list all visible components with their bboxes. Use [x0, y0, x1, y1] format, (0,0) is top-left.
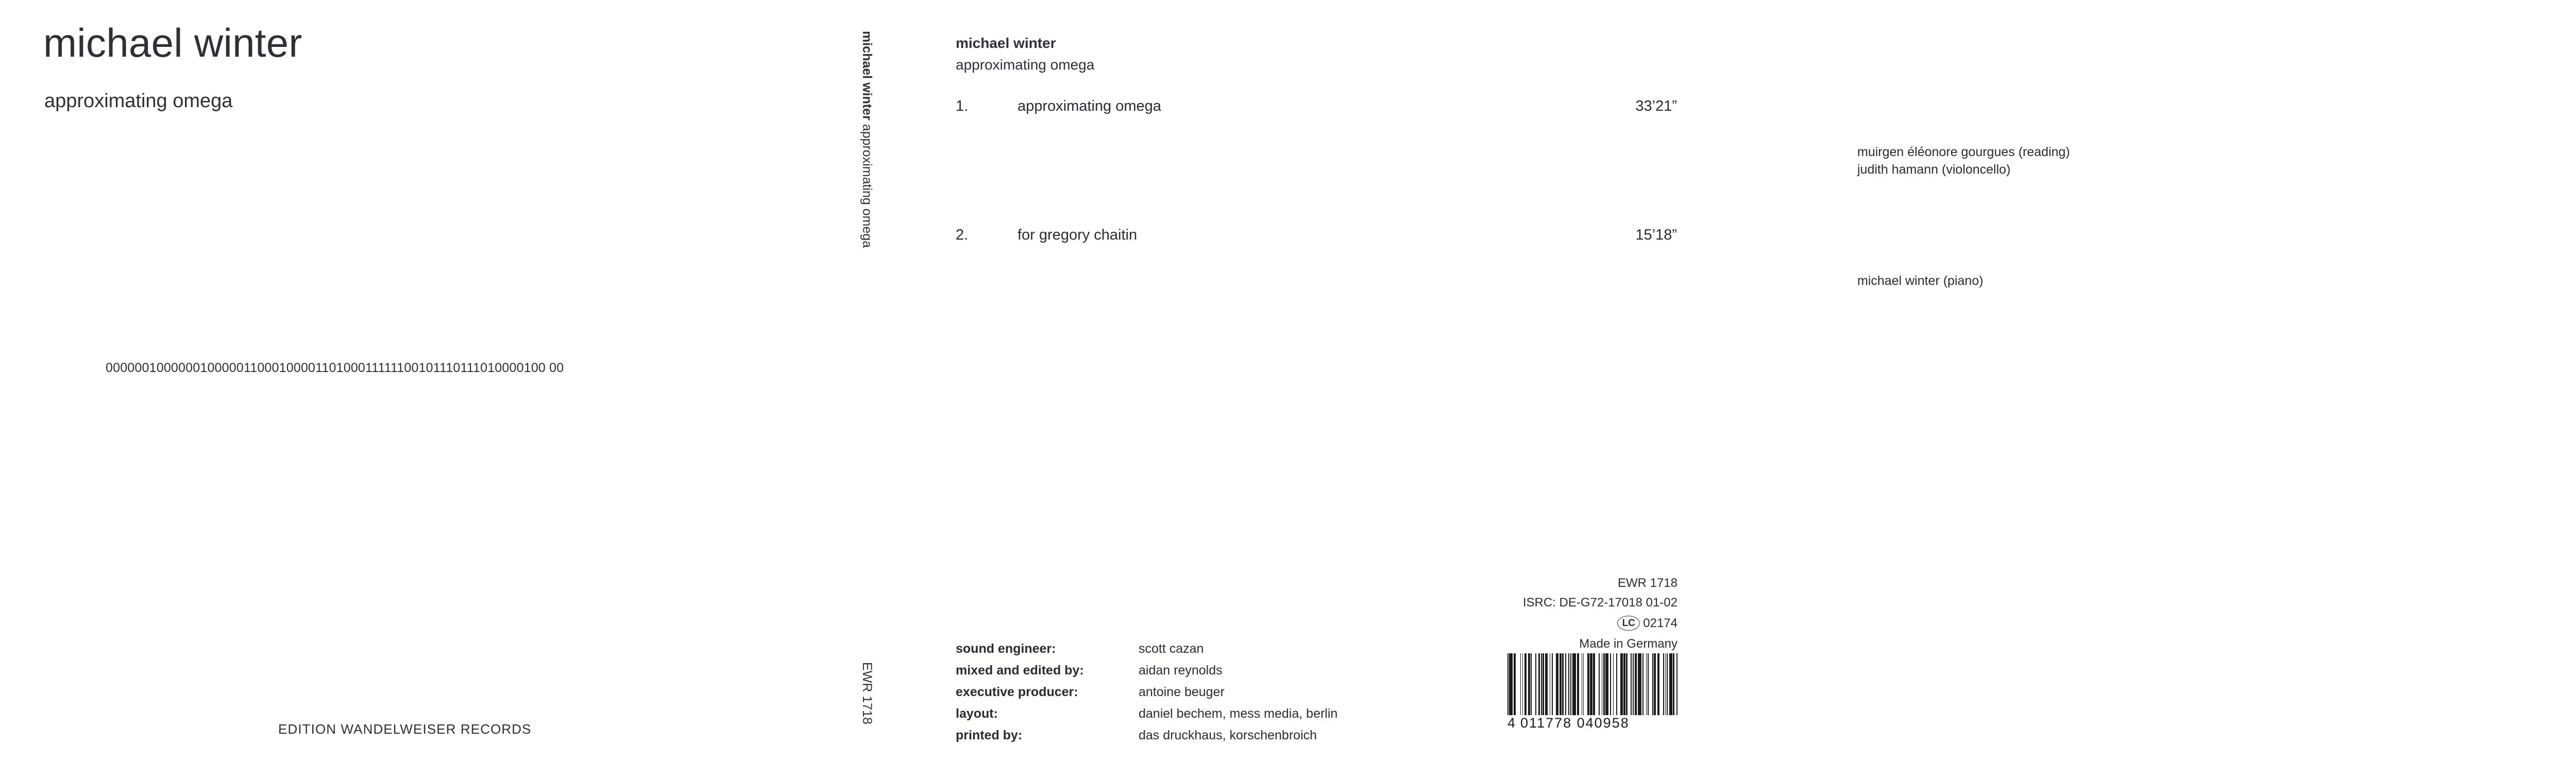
credit-label: layout:: [956, 706, 998, 721]
barcode: [1507, 653, 1677, 731]
track-duration: 15’18”: [1635, 227, 1677, 243]
front-cover-album-title: approximating omega: [44, 90, 233, 112]
barcode-digits: [1507, 715, 1677, 731]
front-cover-artist: michael winter: [43, 20, 302, 65]
track-title: for gregory chaitin: [1018, 227, 1138, 243]
spine-artist-album: [859, 31, 874, 248]
barcode-lead-digit: 4: [1507, 715, 1517, 731]
back-cover-panel: [902, 0, 2070, 777]
credit-value: das druckhaus, korschenbroich: [1139, 728, 1317, 742]
track-duration: 33’21”: [1635, 98, 1677, 114]
back-cover-album-title: approximating omega: [956, 57, 1095, 73]
back-cover-artist: michael winter: [956, 35, 1056, 51]
track-number: 2.: [956, 227, 969, 243]
catalog-info-block: [1523, 573, 1677, 654]
credit-row: [956, 706, 1399, 728]
credit-value: aidan reynolds: [1139, 663, 1223, 678]
track-listing-item: [956, 98, 1677, 119]
front-cover-panel: [0, 0, 829, 777]
spine-artist: michael winter: [860, 31, 874, 121]
made-in-text: Made in Germany: [1579, 636, 1677, 651]
barcode-number: 011778 040958: [1520, 715, 1630, 731]
track-title: approximating omega: [1018, 98, 1161, 114]
spine-panel: [837, 0, 894, 777]
performer-credit: judith hamann (violoncello): [1857, 162, 2011, 177]
track-listing-item: [956, 227, 1677, 247]
performer-credit: muirgen éléonore gourgues (reading): [1857, 145, 2070, 159]
credit-row: [956, 641, 1399, 663]
label-code-row: [1523, 614, 1677, 633]
lc-number: 02174: [1643, 616, 1677, 630]
credit-label: mixed and edited by:: [956, 663, 1084, 678]
track-performers: [1857, 143, 2576, 178]
credit-value: antoine beuger: [1139, 685, 1225, 699]
credit-row: [956, 663, 1399, 685]
credit-label: executive producer:: [956, 685, 1078, 699]
credit-label: printed by:: [956, 728, 1023, 742]
performer-credit: michael winter (piano): [1857, 274, 1984, 288]
isrc-code: ISRC: DE-G72-17018 01-02: [1522, 595, 1677, 610]
track-number: 1.: [956, 98, 969, 114]
production-credits: [956, 641, 1399, 750]
credit-label: sound engineer:: [956, 641, 1056, 656]
binary-sequence-text: 00000010000001000001100010000110100011111100101110111010000100 00: [106, 361, 564, 375]
record-label-name: EDITION WANDELWEISER RECORDS: [278, 721, 532, 737]
track-header: [956, 98, 1677, 119]
credit-row: [956, 685, 1399, 706]
credit-row: [956, 728, 1399, 750]
barcode-bars: [1507, 653, 1677, 715]
track-performers: [1857, 272, 2576, 290]
credit-value: scott cazan: [1139, 641, 1204, 656]
lc-badge-icon: LC: [1617, 616, 1640, 631]
track-header: [956, 227, 1677, 247]
credit-value: daniel bechem, mess media, berlin: [1139, 706, 1338, 721]
spine-album: approximating omega: [860, 124, 874, 248]
spine-catalog-number: EWR 1718: [860, 662, 874, 724]
catalog-number: EWR 1718: [1617, 576, 1677, 590]
